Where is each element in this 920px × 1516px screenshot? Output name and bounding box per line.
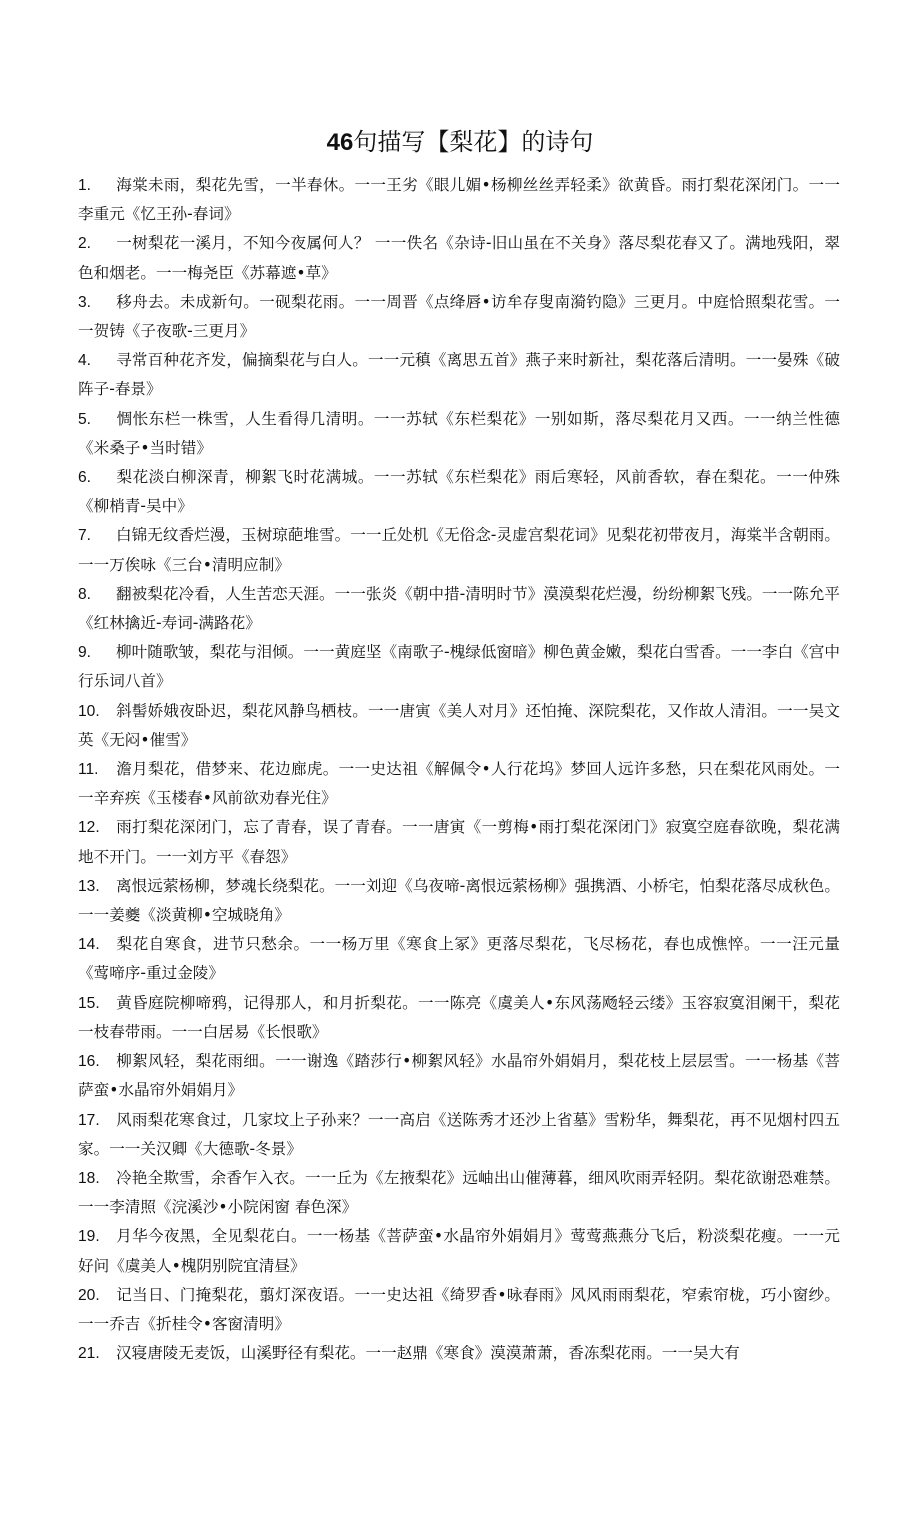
item-number: 11.	[78, 761, 99, 779]
item-text: 移舟去。未成新句。一砚梨花雨。一一周晋《点绛唇•访牟存叟南漪钓隐》三更月。中庭恰照梨花雪。一一贺铸《子夜歌-三更月》	[78, 292, 840, 341]
item-number: 7.	[78, 527, 92, 545]
page-title	[0, 124, 920, 161]
item-text: 梨花自寒食，进节只愁余。一一杨万里《寒食上冢》更落尽梨花，飞尽杨花，春也成憔悴。一一汪元量《莺啼序-重过金陵》	[78, 935, 840, 983]
item-number: 10.	[78, 702, 100, 720]
item-text: 风雨梨花寒食过，几家坟上子孙来？一一高启《送陈秀才还沙上省墓》雪粉华，舞梨花，再不见烟村四五家。一一关汉卿《大德歌-冬景》	[78, 1110, 840, 1158]
item-number: 16.	[78, 1053, 100, 1071]
list-item	[78, 697, 840, 755]
list-item	[78, 521, 840, 579]
item-text: 斜髻娇娥夜卧迟，梨花风静鸟栖枝。一一唐寅《美人对月》还怕掩、深院梨花，又作故人清泪。一一吴文英《无闷•催雪》	[78, 701, 840, 749]
item-text: 柳叶随歌皱，梨花与泪倾。一一黄庭坚《南歌子-槐绿低窗暗》柳色黄金嫩，梨花白雪香。一一李白《宫中行乐词八首》	[78, 643, 840, 691]
list-item	[78, 1164, 840, 1222]
item-text: 一树梨花一溪月，不知今夜属何人？ 一一佚名《杂诗-旧山虽在不关身》落尽梨花春又了。满地残阳，翠色和烟老。一一梅尧臣《苏幕遮•草》	[78, 234, 840, 282]
item-text: 翻被梨花冷看，人生苦恋天涯。一一张炎《朝中措-清明时节》漠漠梨花烂漫，纷纷柳絮飞残。一一陈允平《红林擒近-寿词-满路花》	[78, 584, 840, 633]
list-item	[78, 872, 840, 930]
item-number: 3.	[78, 293, 92, 311]
item-text: 离恨远萦杨柳，梦魂长绕梨花。一一刘迎《乌夜啼-离恨远萦杨柳》强携酒、小桥宅，怕梨花落尽成秋色。一一姜夔《淡黄柳•空城晓角》	[78, 876, 840, 925]
list-item	[78, 171, 840, 229]
item-text: 柳絮风轻，梨花雨细。一一谢逸《踏莎行•柳絮风轻》水晶帘外娟娟月，梨花枝上层层雪。一一杨基《菩萨蛮•水晶帘外娟娟月》	[78, 1052, 840, 1100]
list-item	[78, 755, 840, 813]
item-text: 寻常百种花齐发，偏摘梨花与白人。一一元稹《离思五首》燕子来时新社，梨花落后清明。一一晏殊《破阵子-春景》	[78, 351, 840, 399]
list-item	[78, 1222, 840, 1280]
list-item	[78, 405, 840, 463]
item-text: 黄昏庭院柳啼鸦，记得那人，和月折梨花。一一陈亮《虞美人•东风荡飏轻云缕》玉容寂寞泪阑干，梨花一枝春带雨。一一白居易《长恨歌》	[78, 993, 840, 1041]
list-item	[78, 346, 840, 404]
item-text: 记当日、门掩梨花，翦灯深夜语。一一史达祖《绮罗香•咏春雨》风风雨雨梨花，窄索帘栊，巧小窗纱。一一乔吉《折桂令•客窗清明》	[78, 1285, 840, 1333]
title-number: 46	[326, 129, 354, 156]
item-text: 月华今夜黑，全见梨花白。一一杨基《菩萨蛮•水晶帘外娟娟月》莺莺燕燕分飞后，粉淡梨花瘦。一一元好问《虞美人•槐阴别院宜清昼》	[78, 1227, 840, 1275]
item-number: 12.	[78, 819, 100, 837]
item-text: 海棠未雨，梨花先雪，一半春休。一一王劣《眼儿媚•杨柳丝丝弄轻柔》欲黄昏。雨打梨花深闭门。一一李重元《忆王孙-春词》	[78, 176, 840, 224]
item-number: 14.	[78, 936, 100, 954]
item-number: 9.	[78, 644, 92, 662]
list-item	[78, 638, 840, 696]
item-text: 澹月梨花，借梦来、花边廊虎。一一史达祖《解佩令•人行花坞》梦回人远许多愁，只在梨花风雨处。一一辛弃疾《玉楼春•风前欲劝春光住》	[78, 760, 840, 808]
item-number: 15.	[78, 994, 100, 1012]
list-item	[78, 288, 840, 346]
item-text: 白锦无纹香烂漫，玉树琼葩堆雪。一一丘处机《无俗念-灵虚宫梨花词》见梨花初带夜月，海棠半含朝雨。一一万俟咏《三台•清明应制》	[78, 526, 840, 574]
item-text: 雨打梨花深闭门，忘了青春，误了青春。一一唐寅《一剪梅•雨打梨花深闭门》寂寞空庭春欲晚，梨花满地不开门。一一刘方平《春怨》	[78, 818, 840, 866]
item-number: 21.	[78, 1345, 100, 1363]
list-item	[78, 813, 840, 871]
list-item	[78, 1106, 840, 1164]
title-text: 句描写【梨花】的诗句	[353, 128, 594, 156]
list-item	[78, 580, 840, 638]
list-item	[78, 930, 840, 988]
list-item	[78, 463, 840, 521]
item-number: 17.	[78, 1111, 100, 1129]
item-number: 2.	[78, 235, 92, 253]
item-number: 4.	[78, 352, 92, 370]
list-item	[78, 1339, 840, 1368]
item-number: 20.	[78, 1286, 100, 1304]
item-number: 18.	[78, 1169, 100, 1187]
item-number: 1.	[78, 177, 92, 194]
item-number: 8.	[78, 585, 92, 603]
list-item	[78, 989, 840, 1047]
list-item	[78, 229, 840, 287]
item-text: 冷艳全欺雪，余香乍入衣。一一丘为《左掖梨花》远岫出山催薄暮，细风吹雨弄轻阴。梨花欲谢恐难禁。一一李清照《浣溪沙•小院闲窗 春色深》	[78, 1168, 840, 1217]
item-text: 汉寝唐陵无麦饭，山溪野径有梨花。一一赵鼎《寒食》漠漠萧萧，香冻梨花雨。一一吴大有	[116, 1344, 740, 1363]
list-item	[78, 1047, 840, 1105]
item-text: 惆怅东栏一株雪，人生看得几清明。一一苏轼《东栏梨花》一别如斯，落尽梨花月又西。一一纳兰性德《米桑子•当时错》	[78, 409, 840, 457]
poem-line-list	[78, 171, 840, 1368]
list-item	[78, 1281, 840, 1339]
item-number: 19.	[78, 1228, 100, 1246]
item-text: 梨花淡白柳深青，柳絮飞时花满城。一一苏轼《东栏梨花》雨后寒轻，风前香软，春在梨花。一一仲殊《柳梢青-吴中》	[78, 468, 840, 516]
item-number: 5.	[78, 410, 92, 428]
item-number: 6.	[78, 469, 92, 487]
item-number: 13.	[78, 877, 100, 895]
